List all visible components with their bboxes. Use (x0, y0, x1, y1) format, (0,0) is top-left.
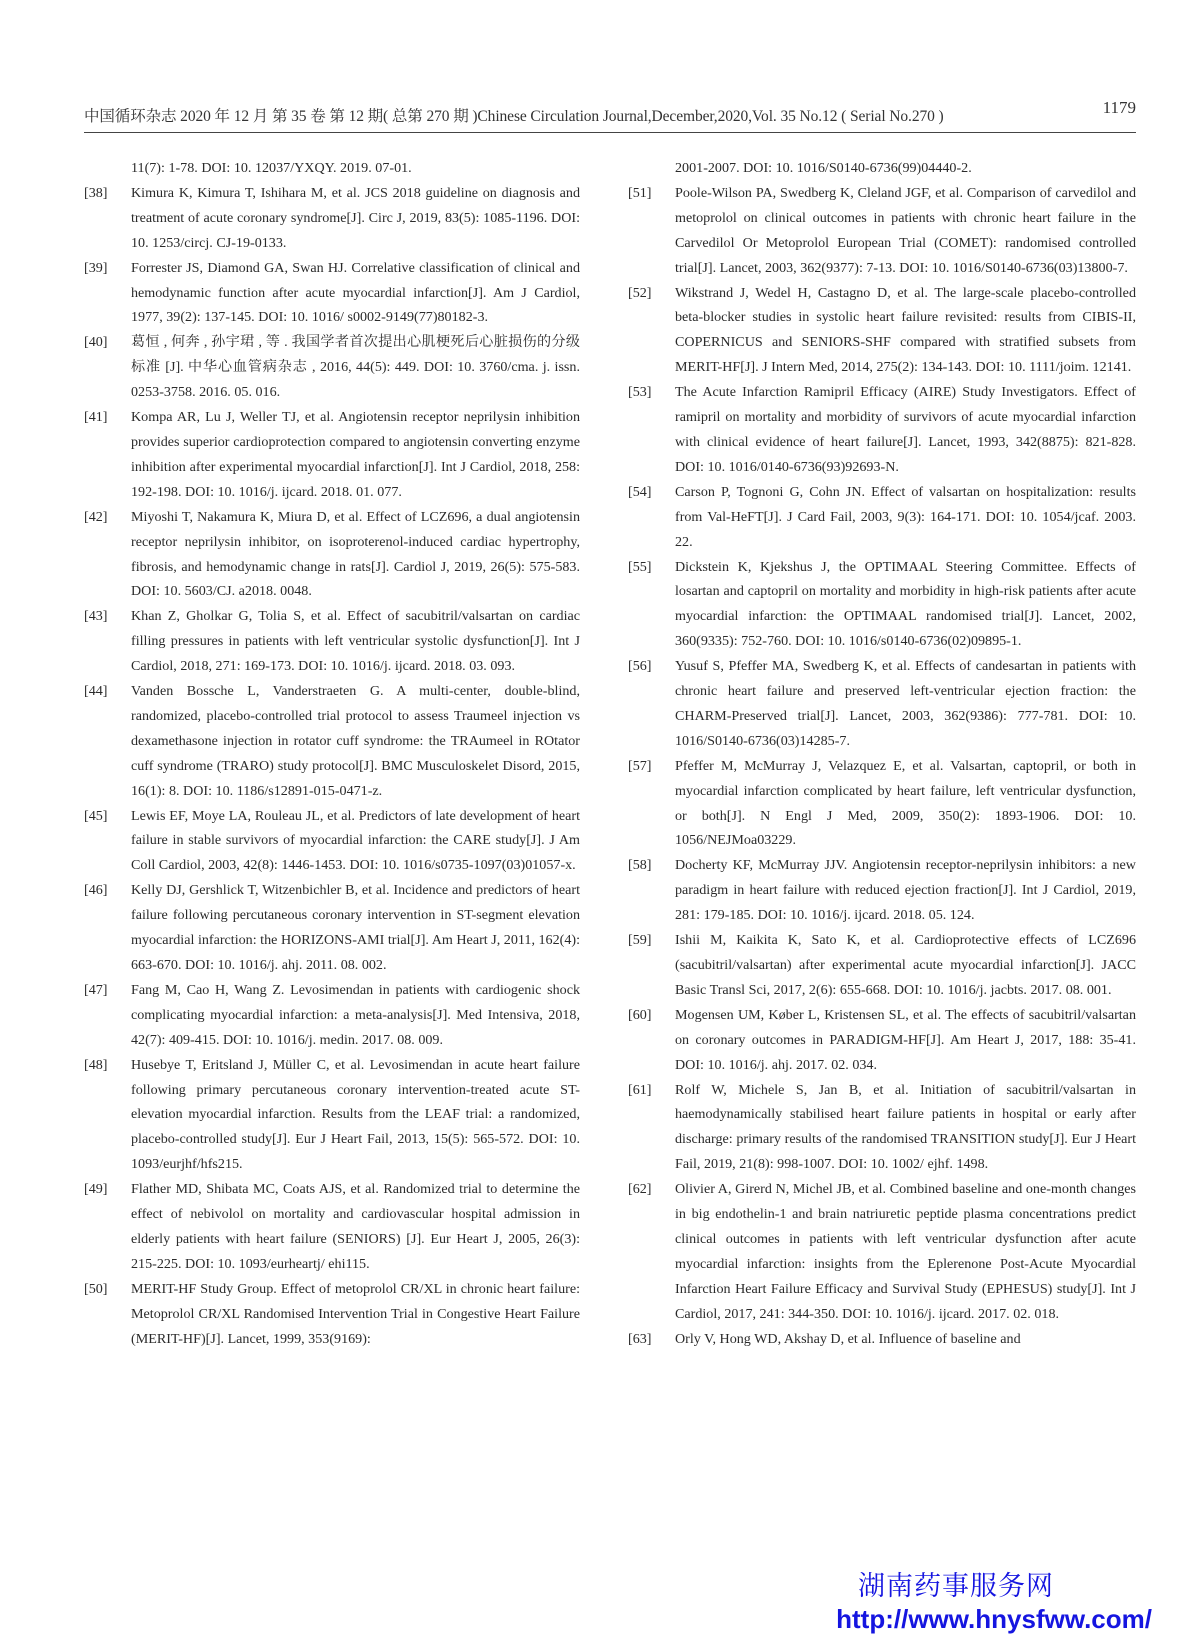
reference-number: [45] (84, 807, 108, 824)
reference-text: MERIT-HF Study Group. Effect of metoprolol CR/XL in chronic heart failure: Metoprolol CR/XL Randomised Intervention Trial in Congestive Heart Failure (MERIT-HF)[J]. Lancet, 1999, 353(9169): (131, 1280, 580, 1347)
reference-item (628, 754, 1136, 854)
reference-item (628, 480, 1136, 555)
reference-text: Flather MD, Shibata MC, Coats AJS, et al. Randomized trial to determine the effect of nebivolol on mortality and cardiovascular hospital admission in elderly patients with heart failure (SENIORS) [J]. Eur Heart J, 2005, 26(3): 215-225. DOI: 10. 1093/eurheartj/ ehi115. (131, 1181, 580, 1272)
journal-header-text: 中国循环杂志 2020 年 12 月 第 35 卷 第 12 期( 总第 270 期 )Chinese Circulation Journal,December,2020,Vol. 35 No.12 ( Serial No.270 ) (84, 108, 944, 125)
reference-number: [51] (628, 184, 652, 201)
reference-item (628, 281, 1136, 381)
reference-item (628, 380, 1136, 480)
reference-item (628, 654, 1136, 754)
reference-continuation: 11(7): 1-78. DOI: 10. 12037/YXQY. 2019. 07-01. (131, 160, 412, 176)
reference-item (628, 1177, 1136, 1326)
reference-number: [56] (628, 658, 652, 675)
reference-text: Forrester JS, Diamond GA, Swan HJ. Correlative classification of clinical and hemodynamic function after acute myocardial infarction[J]. Am J Cardiol, 1977, 39(2): 137-145. DOI: 10. 1016/ s0002-9149(77)80182-3. (131, 259, 580, 326)
reference-text: Mogensen UM, Køber L, Kristensen SL, et al. The effects of sacubitril/valsartan on coronary outcomes in PARADIGM-HF[J]. Am Heart J, 2017, 188: 35-41. DOI: 10. 1016/j. ahj. 2017. 02. 034. (675, 1006, 1136, 1073)
reference-text: Lewis EF, Moye LA, Rouleau JL, et al. Predictors of late development of heart failure in stable survivors of myocardial infarction: the CARE study[J]. J Am Coll Cardiol, 2003, 42(8): 1446-1453. DOI: 10. 1016/s0735-1097(03)01057-x. (131, 807, 580, 874)
reference-item (84, 804, 580, 879)
reference-item (628, 1078, 1136, 1178)
reference-number: [43] (84, 608, 108, 625)
reference-item (84, 1177, 580, 1277)
reference-number: [54] (628, 483, 652, 500)
reference-text: Pfeffer M, McMurray J, Velazquez E, et al. Valsartan, captopril, or both in myocardial infarction complicated by heart failure, left ventricular dysfunction, or both[J]. N Engl J Med, 2009, 350(2): 1893-1906. DOI: 10. 1056/NEJMoa03229. (675, 757, 1136, 849)
reference-number: [49] (84, 1181, 108, 1198)
reference-item (628, 181, 1136, 281)
reference-text: 葛恒 , 何奔 , 孙宇珺 , 等 . 我国学者首次提出心肌梗死后心脏损伤的分级标准 [J]. 中华心血管病杂志 , 2016, 44(5): 449. DOI: 10. 3760/cma. j. issn. 0253-3758. 2016. 05. 016. (131, 334, 580, 401)
reference-number: [59] (628, 932, 652, 949)
reference-item (84, 1053, 580, 1178)
reference-list-right (628, 181, 1136, 1352)
reference-number: [39] (84, 259, 108, 276)
watermark-url: http://www.hnysfww.com/ (836, 1604, 1152, 1634)
reference-text: Olivier A, Girerd N, Michel JB, et al. Combined baseline and one-month changes in big endothelin-1 and brain natriuretic peptide plasma concentrations predict clinical outcomes in patients with left ventricular dysfunction after acute myocardial infarction: insights from the Eplerenone Post-Acute Myocardial Infarction Heart Failure Efficacy and Survival Study (EPHESUS) study[J]. Int J Cardiol, 2017, 241: 344-350. DOI: 10. 1016/j. ijcard. 2017. 02. 018. (675, 1181, 1136, 1322)
reference-item (84, 505, 580, 605)
reference-number: [40] (84, 334, 108, 351)
reference-item (84, 181, 580, 256)
references-left-column (84, 156, 580, 1352)
running-header (84, 100, 1136, 133)
reference-number: [63] (628, 1330, 652, 1347)
reference-number: [38] (84, 184, 108, 201)
reference-number: [61] (628, 1081, 652, 1098)
references-right-column (628, 156, 1136, 1352)
reference-text: Kimura K, Kimura T, Ishihara M, et al. JCS 2018 guideline on diagnosis and treatment of acute coronary syndrome[J]. Circ J, 2019, 83(5): 1085-1196. DOI: 10. 1253/circj. CJ-19-0133. (131, 184, 580, 251)
reference-text: Vanden Bossche L, Vanderstraeten G. A multi-center, double-blind, randomized, placebo-controlled trial protocol to assess Traumeel injection vs dexamethasone injection in rotator cuff syndrome: the TRAumeel in ROtator cuff syndrome (TRARO) study protocol[J]. BMC Musculoskelet Disord, 2015, 16(1): 8. DOI: 10. 1186/s12891-015-0471-z. (131, 683, 580, 799)
reference-text: Wikstrand J, Wedel H, Castagno D, et al. The large-scale placebo-controlled beta-blocker studies in systolic heart failure revisited: results from CIBIS-II, COPERNICUS and SENIORS-SHF compared with stratified subsets from MERIT-HF[J]. J Intern Med, 2014, 275(2): 134-143. DOI: 10. 1111/joim. 12141. (675, 284, 1136, 376)
reference-text: Carson P, Tognoni G, Cohn JN. Effect of valsartan on hospitalization: results from Val-HeFT[J]. J Card Fail, 2003, 9(3): 164-171. DOI: 10. 1054/jcaf. 2003. 22. (675, 483, 1136, 550)
reference-number: [57] (628, 757, 652, 774)
reference-number: [47] (84, 981, 108, 998)
reference-text: Ishii M, Kaikita K, Sato K, et al. Cardioprotective effects of LCZ696 (sacubitril/valsartan) after experimental acute myocardial infarction[J]. JACC Basic Transl Sci, 2017, 2(6): 655-668. DOI: 10. 1016/j. jacbts. 2017. 08. 001. (675, 932, 1136, 998)
reference-text: Kelly DJ, Gershlick T, Witzenbichler B, et al. Incidence and predictors of heart failure following percutaneous coronary intervention in ST-segment elevation myocardial infarction: the HORIZONS-AMI trial[J]. Am Heart J, 2011, 162(4): 663-670. DOI: 10. 1016/j. ahj. 2011. 08. 002. (131, 882, 580, 973)
reference-item (84, 978, 580, 1053)
reference-text: Miyoshi T, Nakamura K, Miura D, et al. Effect of LCZ696, a dual angiotensin receptor neprilysin inhibitor, on isoproterenol-induced cardiac hypertrophy, fibrosis, and hemodynamic change in rats[J]. Cardiol J, 2019, 26(5): 575-583. DOI: 10. 5603/CJ. a2018. 0048. (131, 508, 580, 600)
reference-text: Poole-Wilson PA, Swedberg K, Cleland JGF, et al. Comparison of carvedilol and metoprolol on clinical outcomes in patients with chronic heart failure in the Carvedilol Or Metoprolol European Trial (COMET): randomised controlled trial[J]. Lancet, 2003, 362(9377): 7-13. DOI: 10. 1016/S0140-6736(03)13800-7. (675, 184, 1136, 276)
reference-text: Dickstein K, Kjekshus J, the OPTIMAAL Steering Committee. Effects of losartan and captopril on mortality and morbidity in high-risk patients after acute myocardial infarction: the OPTIMAAL randomised trial[J]. Lancet, 2002, 360(9335): 752-760. DOI: 10. 1016/s0140-6736(02)09895-1. (675, 558, 1136, 650)
reference-item (84, 405, 580, 505)
reference-text: Docherty KF, McMurray JJV. Angiotensin receptor-neprilysin inhibitors: a new paradigm in heart failure with reduced ejection fraction[J]. Int J Cardiol, 2019, 281: 179-185. DOI: 10. 1016/j. ijcard. 2018. 05. 124. (675, 857, 1136, 924)
reference-continuation: 2001-2007. DOI: 10. 1016/S0140-6736(99)04440-2. (675, 160, 972, 176)
reference-number: [55] (628, 558, 652, 575)
reference-item (628, 1003, 1136, 1078)
reference-number: [41] (84, 409, 108, 426)
reference-item (628, 853, 1136, 928)
site-watermark (836, 1570, 1152, 1634)
reference-text: Khan Z, Gholkar G, Tolia S, et al. Effect of sacubitril/valsartan on cardiac filling pressures in patients with left ventricular systolic dysfunction[J]. Int J Cardiol, 2018, 271: 169-173. DOI: 10. 1016/j. ijcard. 2018. 03. 093. (131, 608, 580, 675)
reference-item (628, 928, 1136, 1003)
reference-number: [42] (84, 508, 108, 525)
reference-item (84, 878, 580, 978)
reference-text: Husebye T, Eritsland J, Müller C, et al. Levosimendan in acute heart failure following primary percutaneous coronary intervention-treated acute ST-elevation myocardial infarction. Results from the LEAF trial: a randomized, placebo-controlled study[J]. Eur J Heart Fail, 2013, 15(5): 565-572. DOI: 10. 1093/eurjhf/hfs215. (131, 1056, 580, 1173)
reference-number: [60] (628, 1006, 652, 1023)
watermark-site-name: 湖南药事服务网 (858, 1571, 1054, 1602)
reference-text: Fang M, Cao H, Wang Z. Levosimendan in patients with cardiogenic shock complicating myocardial infarction: a meta-analysis[J]. Med Intensiva, 2018, 42(7): 409-415. DOI: 10. 1016/j. medin. 2017. 08. 009. (131, 981, 580, 1048)
reference-list-left (84, 181, 580, 1352)
reference-text: Yusuf S, Pfeffer MA, Swedberg K, et al. Effects of candesartan in patients with chronic heart failure and preserved left-ventricular ejection fraction: the CHARM-Preserved trial[J]. Lancet, 2003, 362(9386): 777-781. DOI: 10. 1016/S0140-6736(03)14285-7. (675, 658, 1136, 749)
reference-item (628, 1327, 1136, 1352)
reference-text: Rolf W, Michele S, Jan B, et al. Initiation of sacubitril/valsartan in haemodynamically stabilised heart failure patients in hospital or early after discharge: primary results of the randomised TRANSITION study[J]. Eur J Heart Fail, 2019, 21(8): 998-1007. DOI: 10. 1002/ ejhf. 1498. (675, 1081, 1136, 1173)
reference-item (84, 330, 580, 405)
reference-text: The Acute Infarction Ramipril Efficacy (AIRE) Study Investigators. Effect of ramipril on mortality and morbidity of survivors of acute myocardial infarction with clinical evidence of heart failure[J]. Lancet, 1993, 342(8875): 821-828. DOI: 10. 1016/0140-6736(93)92693-N. (675, 384, 1136, 475)
reference-number: [44] (84, 683, 108, 700)
reference-number: [48] (84, 1056, 108, 1073)
reference-item (84, 1277, 580, 1352)
reference-number: [53] (628, 384, 652, 401)
reference-number: [52] (628, 284, 652, 301)
reference-number: [50] (84, 1280, 108, 1297)
reference-item (84, 256, 580, 331)
reference-number: [58] (628, 857, 652, 874)
reference-number: [46] (84, 882, 108, 899)
reference-item (628, 555, 1136, 655)
reference-item (84, 679, 580, 804)
page-number: 1179 (1102, 98, 1136, 117)
reference-number: [62] (628, 1181, 652, 1198)
reference-text: Orly V, Hong WD, Akshay D, et al. Influence of baseline and (675, 1330, 1021, 1347)
reference-text: Kompa AR, Lu J, Weller TJ, et al. Angiotensin receptor neprilysin inhibition provides superior cardioprotection compared to angiotensin converting enzyme inhibition after experimental myocardial infarction[J]. Int J Cardiol, 2018, 258: 192-198. DOI: 10. 1016/j. ijcard. 2018. 01. 077. (131, 409, 580, 500)
reference-item (84, 604, 580, 679)
